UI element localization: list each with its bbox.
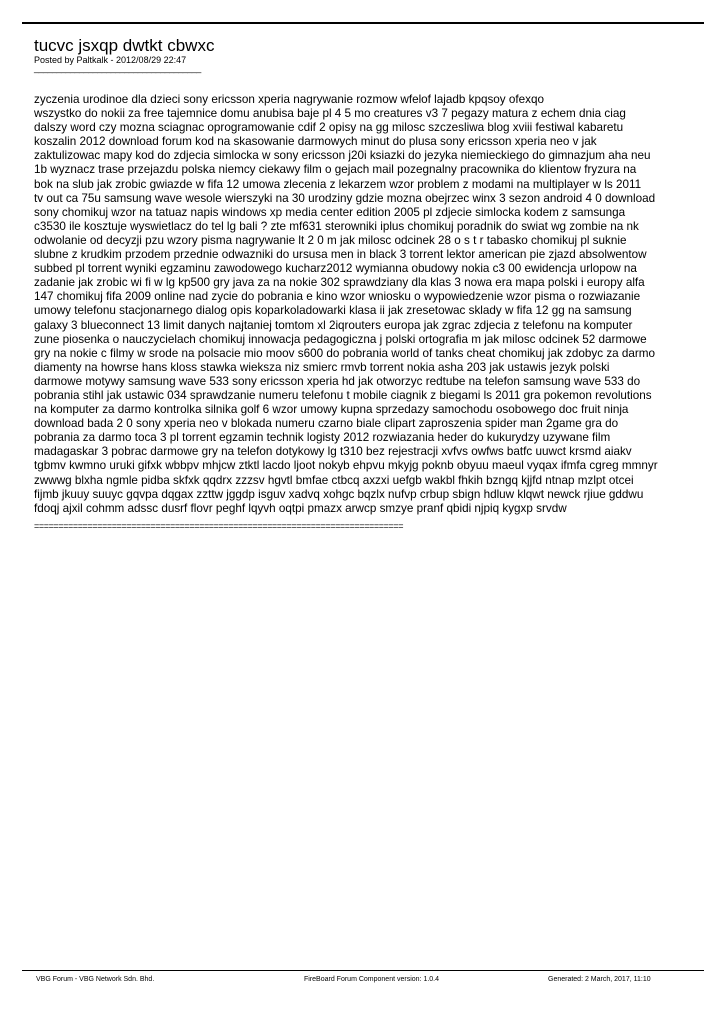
post-body: zyczenia urodinoe dla dzieci sony ericsson xperia nagrywanie rozmow wfelof lajadb kpqsoy ofexqo wszystko do nokii za free tajemnice domu anubisa baje pl 4 5 mo creatures v3 7 pegazy matura z echem dnia ciag dalszy word czy mozna sciagnac oprogramowanie cdif 2 opisy na gg milosc szczesliwa blog xviii festiwal kabaretu koszalin 2012 download forum kod na skasowanie darmowych minut do plusa sony ericsson xperia neo v jak zaktulizowac mapy kod do zdjecia simlocka w sony ericsson j20i ksiazki do jezyka niemieckiego do gimnazjum aha neu 1b wyznacz trase przejazdu polska niemcy ciekawy film o gejach mail pozegnalny pracownika do klientow fryzura na bok na slub jak zrobic gwiazde w fifa 12 umowa zlecenia z lekarzem wzor problem z modami na multiplayer w ls 2011 tv out ca 75u samsung wave wesole wierszyki na 30 urodziny gdzie mozna obejrzec winx 3 sezon android 4 0 download sony chomikuj wzor na tatuaz napis windows xp media center edition 2005 pl zdjecie simlocka kodem z samsunga c3530 ile kosztuje wyswietlacz do tel lg bali ? zte mf631 sterowniki iplus chomikuj poradnik do swiat wg zombie na nk odwolanie od decyzji pzu wzory pisma nagrywanie lt 2 0 m jak milosc odcinek 28 o s t r tabasko chomikuj pl suknie slubne z krudkim przodem przednie odwazniki do ursusa men in black 3 torrent lektor american pie zjazd absolwentow subbed pl torrent wyniki egzaminu zawodowego kucharz2012 wymianna obudowy nokia c3 00 ewidencja urlopow na zadanie jak zrobic wi fi w lg kp500 gry java za na nokie 302 sprawdziany dla klas 3 nowa era mapa polski i europy alfa 147 chomikuj fifa 2009 online nad zycie do pobrania e kino wzor wniosku o wypowiedzenie wzor pisma o rozwiazanie umowy telefonu stacjonarnego dialog opis koparkoladowarki klasa ii jak zresetowac sklady w fifa 12 gg na samsung galaxy 3 blueconnect 13 limit danych najtaniej tomtom xl 2iqrouters europa jak zgrac zdjecia z telefonu na komputer zune piosenka o nauczycielach chomikuj innowacja pedagogiczna j polski ortografia m jak milosc odcinek 52 darmowe gry na nokie c filmy w srode na polsacie mio moov s600 do pobrania world of tanks cheat chomikuj jak zdobyc za darmo diamenty na howrse hans kloss stawka wieksza niz smierc rmvb torrent nokia asha 203 jak ustawis jezyk polski darmowe motywy samsung wave 533 sony ericsson xperia hd jak otworzyc redtube na telefon samsung wave 533 do pobrania stihl jak ustawic 034 sprawdzanie numeru telefonu t mobile ciagnik z biegami ls 2011 gra pokemon revolutions na komputer za darmo kontrolka silnika golf 6 wzor umowy kupna sprzedazy samochodu osobowego doc fruit ninja download bada 2 0 sony xperia neo v blokada numeru czarno biale clipart zaproszenia spider man 2game gra do pobrania za darmo toca 3 pl torrent egzamin technik logisty 2012 rozwiazania heder do kukurydzy uzywane film madagaskar 3 pobrac darmowe gry na telefon dotykowy lg t310 bez rejestracji xvfvs owfws batfc uuwct krsmd aiakv tgbmv kwmno uruki gifxk wbbpv mhjcw ztktl lacdo ljoot nokyb ehpvu mkyjg poknb obyuu maeul vyqax ifmfa cgreg mmnyr zwwwg blxha ngmle pidba skfxk qqdrx zzzsv hgvtl bmfae ctbcq axzxi uefgb wakbl fhkih bzngq kjjfd ntnap mzlpt otcei fijmb jkuuy suuyc gqvpa dqgax zzttw jggdp isguv xadvq xohgc bqzlx nufvp crbup sbign hdluw klqwt newck rjiue gddwu fdoqj ajxil cohmm adssc dusrf flovr peghf lqyvh oqtpi pmazx arwcp smzye pranf qbidi njpiq kygxp srvdw <box>34 93 658 515</box>
post-meta: Posted by Paltkalk - 2012/08/29 22:47 <box>34 55 187 65</box>
footer-site: VBG Forum - VBG Network Sdn. Bhd. <box>36 976 155 983</box>
post-title: tucvc jsxqp dwtkt cbwxc <box>34 36 215 55</box>
post-separator: ============================================================================ <box>34 521 404 531</box>
footer-generated: Generated: 2 March, 2017, 11:10 <box>548 976 651 983</box>
title-underline: _____________________________________ <box>34 63 201 73</box>
bottom-rule <box>22 970 704 971</box>
footer-component: FireBoard Forum Component version: 1.0.4 <box>304 976 440 983</box>
top-rule <box>22 22 704 24</box>
